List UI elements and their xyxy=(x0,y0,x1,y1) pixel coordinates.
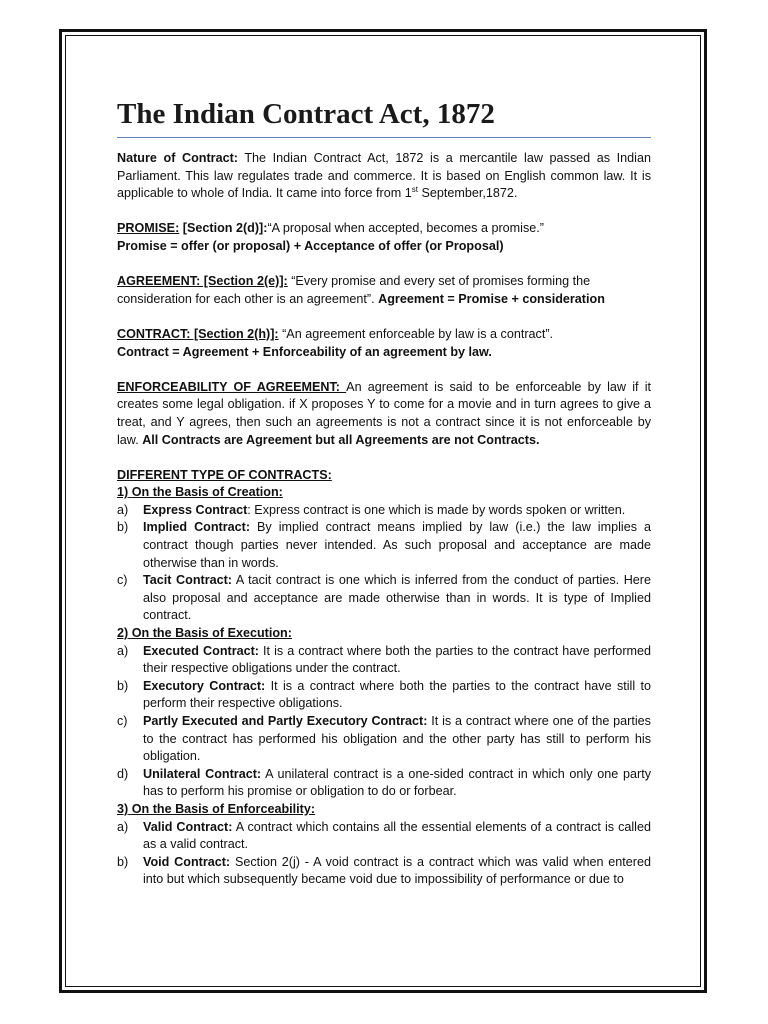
list-item: a) Executed Contract: It is a contract where both the parties to the contract have performed their respective obligations under the contract. xyxy=(117,643,652,676)
agreement-label: AGREEMENT: [Section 2(e)]: xyxy=(117,274,288,289)
promise-label: PROMISE: [Section 2(d)]: xyxy=(117,221,268,236)
nature-sup: st xyxy=(411,185,418,194)
document-body xyxy=(117,96,651,889)
section-list xyxy=(117,502,651,625)
list-item: c) Tacit Contract: A tacit contract is one which is inferred from the conduct of parties. Here also proposal and acceptance are made otherwise than in words. It is type of Implied contract. xyxy=(117,573,651,623)
list-item: c) Partly Executed and Partly Executory Contract: It is a contract where one of the parties to the contract has performed his obligation and the other party has still to perform his obligation. xyxy=(117,714,651,764)
contract-text: “An agreement enforceable by law is a contract”. xyxy=(278,326,554,341)
promise-text: “A proposal when accepted, becomes a promise.” xyxy=(267,221,544,236)
nature-label: Nature of Contract: xyxy=(117,151,238,165)
list-item: d) Unilateral Contract: A unilateral contract is a one-sided contract in which only one party has to perform his promise or obligation to do or forbear. xyxy=(117,766,651,799)
enforceability-label: ENFORCEABILITY OF AGREEMENT: xyxy=(117,379,347,394)
section-heading: 3) On the Basis of Enforceability: xyxy=(117,801,316,816)
contract-label: CONTRACT: [Section 2(h)]: xyxy=(117,326,279,341)
list-item: a) Express Contract: Express contract is one which is made by words spoken or written. xyxy=(117,502,626,517)
agreement-formula: Agreement = Promise + consideration xyxy=(378,291,605,306)
section-heading: 2) On the Basis of Execution: xyxy=(117,626,292,641)
nature-paragraph xyxy=(117,150,651,203)
list-item: b) Void Contract: Section 2(j) - A void contract is a contract which was valid when entered into but which subsequently became void due to impossibility of performance or due to xyxy=(117,854,651,887)
enforceability-bold: All Contracts are Agreement but all Agreements are not Contracts. xyxy=(142,432,540,447)
list-item: a) Valid Contract: A contract which contains all the essential elements of a contract is called as a valid contract. xyxy=(117,819,651,852)
enforceability-paragraph xyxy=(117,379,651,449)
list-item: b) Executory Contract: It is a contract where both the parties to the contract have still to perform their respective obligations. xyxy=(117,678,652,711)
section-heading: 1) On the Basis of Creation: xyxy=(117,485,283,500)
list-item: b) Implied Contract: By implied contract means implied by law (i.e.) the law implies a contract though parties never intended. As such proposal and acceptance are made otherwise than in words. xyxy=(117,520,651,570)
contract-paragraph xyxy=(117,326,651,361)
section-list xyxy=(117,819,651,889)
promise-paragraph xyxy=(117,220,651,255)
promise-formula: Promise = offer (or proposal) + Acceptance of offer (or Proposal) xyxy=(117,238,504,253)
agreement-text: “Every promise and every set of promises forming the consideration for each other is an agreement”. xyxy=(117,274,591,306)
section-list xyxy=(117,643,651,801)
nature-text: The Indian Contract Act, 1872 is a mercantile law passed as Indian Parliament. This law regulates trade and commerce. It is based on English common law. It is applicable to whole of India. It came into force from 1 xyxy=(117,151,651,201)
document-title: The Indian Contract Act, 1872 xyxy=(117,96,651,138)
contract-formula: Contract = Agreement + Enforceability of an agreement by law. xyxy=(117,344,492,359)
agreement-paragraph xyxy=(117,273,651,308)
types-heading: DIFFERENT TYPE OF CONTRACTS: xyxy=(117,467,332,482)
enforceability-text: An agreement is said to be enforceable by law if it creates some legal obligation. if X proposes Y to come for a movie and in turn agrees to give a treat, and Y agrees, then such an agreements is not a contract since it is not enforceable by law. xyxy=(117,379,651,447)
nature-tail: September,1872. xyxy=(417,186,518,201)
